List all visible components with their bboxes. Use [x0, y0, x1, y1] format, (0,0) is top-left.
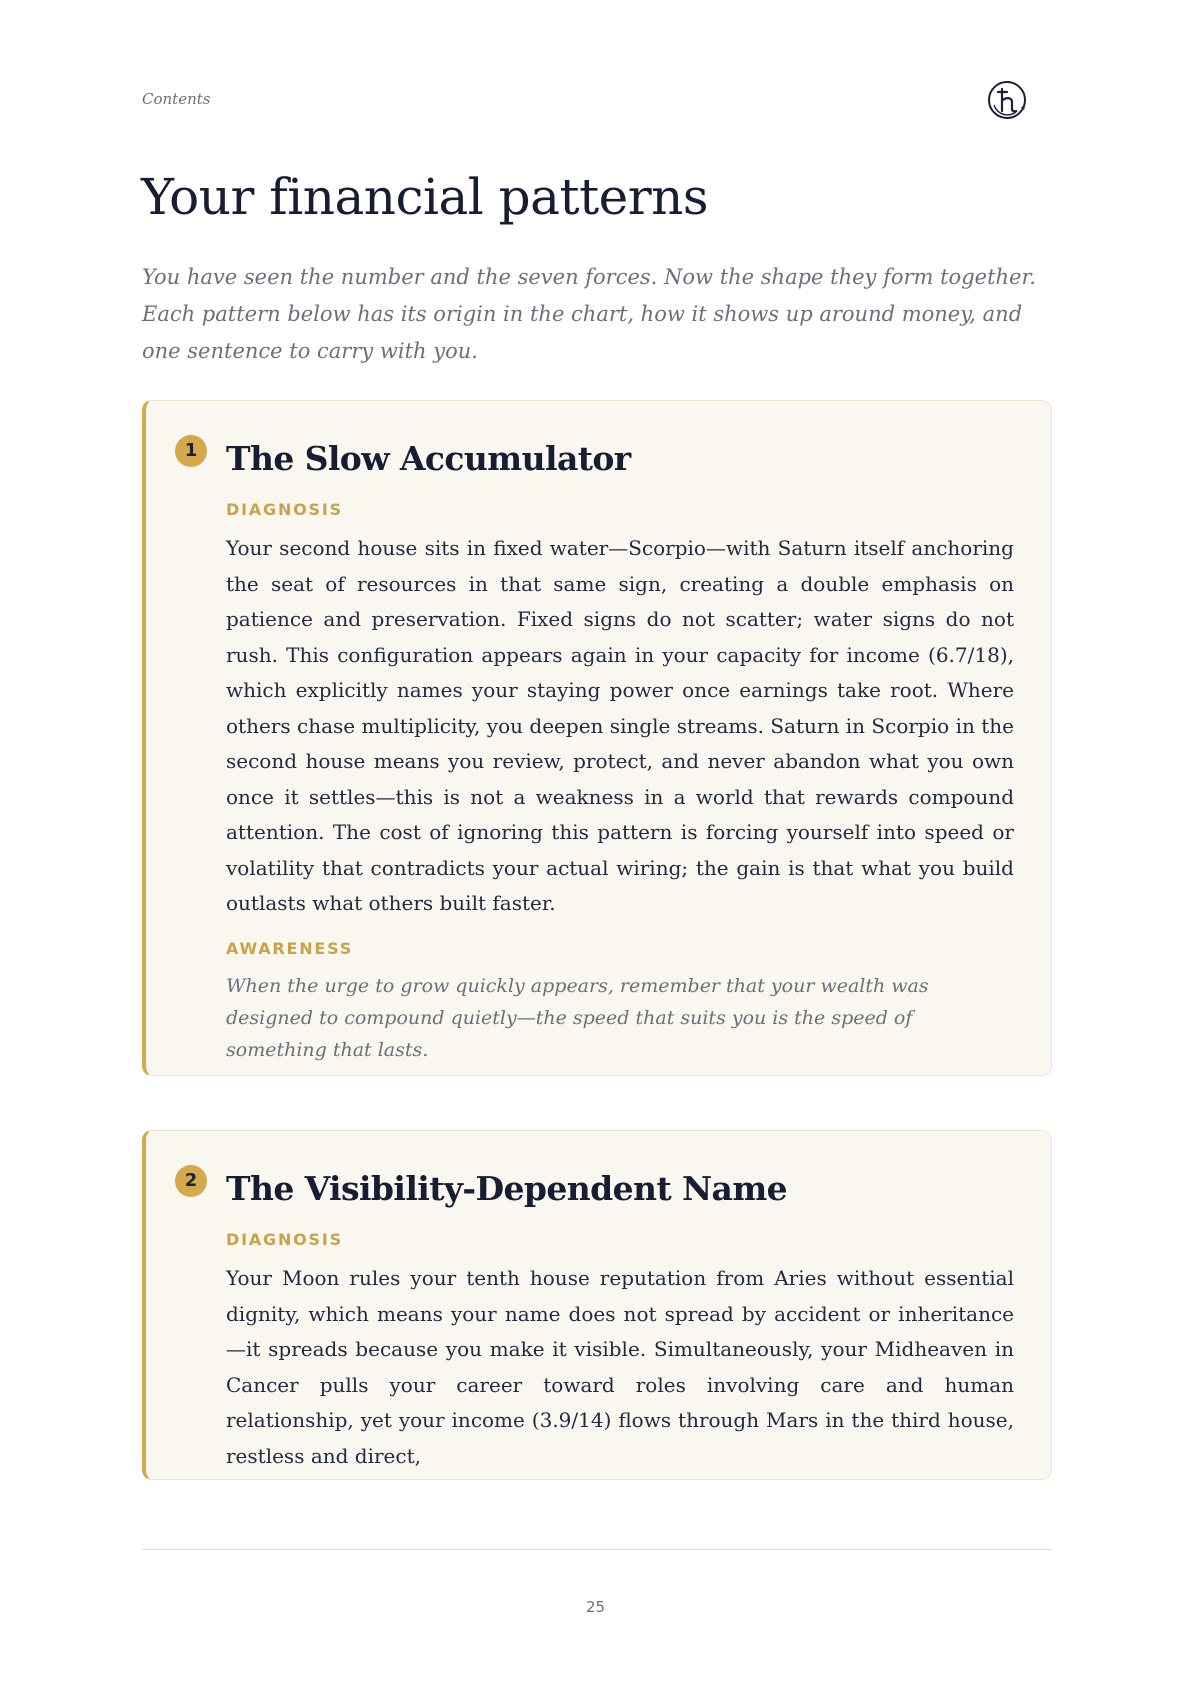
running-head: Contents — [142, 90, 211, 108]
footer-divider — [142, 1549, 1052, 1550]
awareness-label: AWARENESS — [226, 939, 354, 958]
diagnosis-label: DIAGNOSIS — [226, 1230, 343, 1249]
diagnosis-text: Your second house sits in fixed water—Scorpio—with Saturn itself anchoring the seat of resources in that same sign, creating a double emphasis on patience and preservation. Fixed signs do not scatter; water signs do not rush. This configuration appears again in your capacity for income (6.7/18), which explicitly names your staying power once earnings take root. Where others chase multiplicity, you deepen single streams. Saturn in Scorpio in the second house means you review, protect, and never abandon what you own once it settles—this is not a weakness in a world that rewards compound attention. The cost of ignoring this pattern is forcing yourself into speed or volatility that contradicts your actual wiring; the gain is that what you build outlasts what others built faster. — [226, 536, 1014, 915]
awareness-text: When the urge to grow quickly appears, remember that your wealth was designed to compound quietly—the speed that suits you is the speed of something that lasts. — [226, 975, 929, 1061]
pattern-title: The Visibility-Dependent Name — [226, 1169, 788, 1208]
intro-paragraph: You have seen the number and the seven forces. Now the shape they form together. Each pattern below has its origin in the chart, how it shows up around money, and one sentence to carry with you. — [142, 265, 1036, 363]
pattern-number-badge: 1 — [175, 435, 207, 467]
diagnosis-text: Your Moon rules your tenth house reputation from Aries without essential dignity, which means your name does not spread by accident or inheritance—it spreads because you make it visible. Simultaneously, your Midheaven in Cancer pulls your career toward roles involving care and human relationship, yet your income (3.9/14) flows through Mars in the third house, restless and direct, — [226, 1266, 1014, 1468]
astrology-monogram-logo-icon — [985, 78, 1029, 122]
diagnosis-label: DIAGNOSIS — [226, 500, 343, 519]
page-number: 25 — [585, 1598, 606, 1616]
pattern-number-badge: 2 — [175, 1165, 207, 1197]
pattern-title: The Slow Accumulator — [226, 439, 631, 478]
pattern-card-2 — [142, 1130, 1052, 1480]
page-title: Your financial patterns — [141, 168, 709, 226]
pattern-card-1 — [142, 400, 1052, 1076]
